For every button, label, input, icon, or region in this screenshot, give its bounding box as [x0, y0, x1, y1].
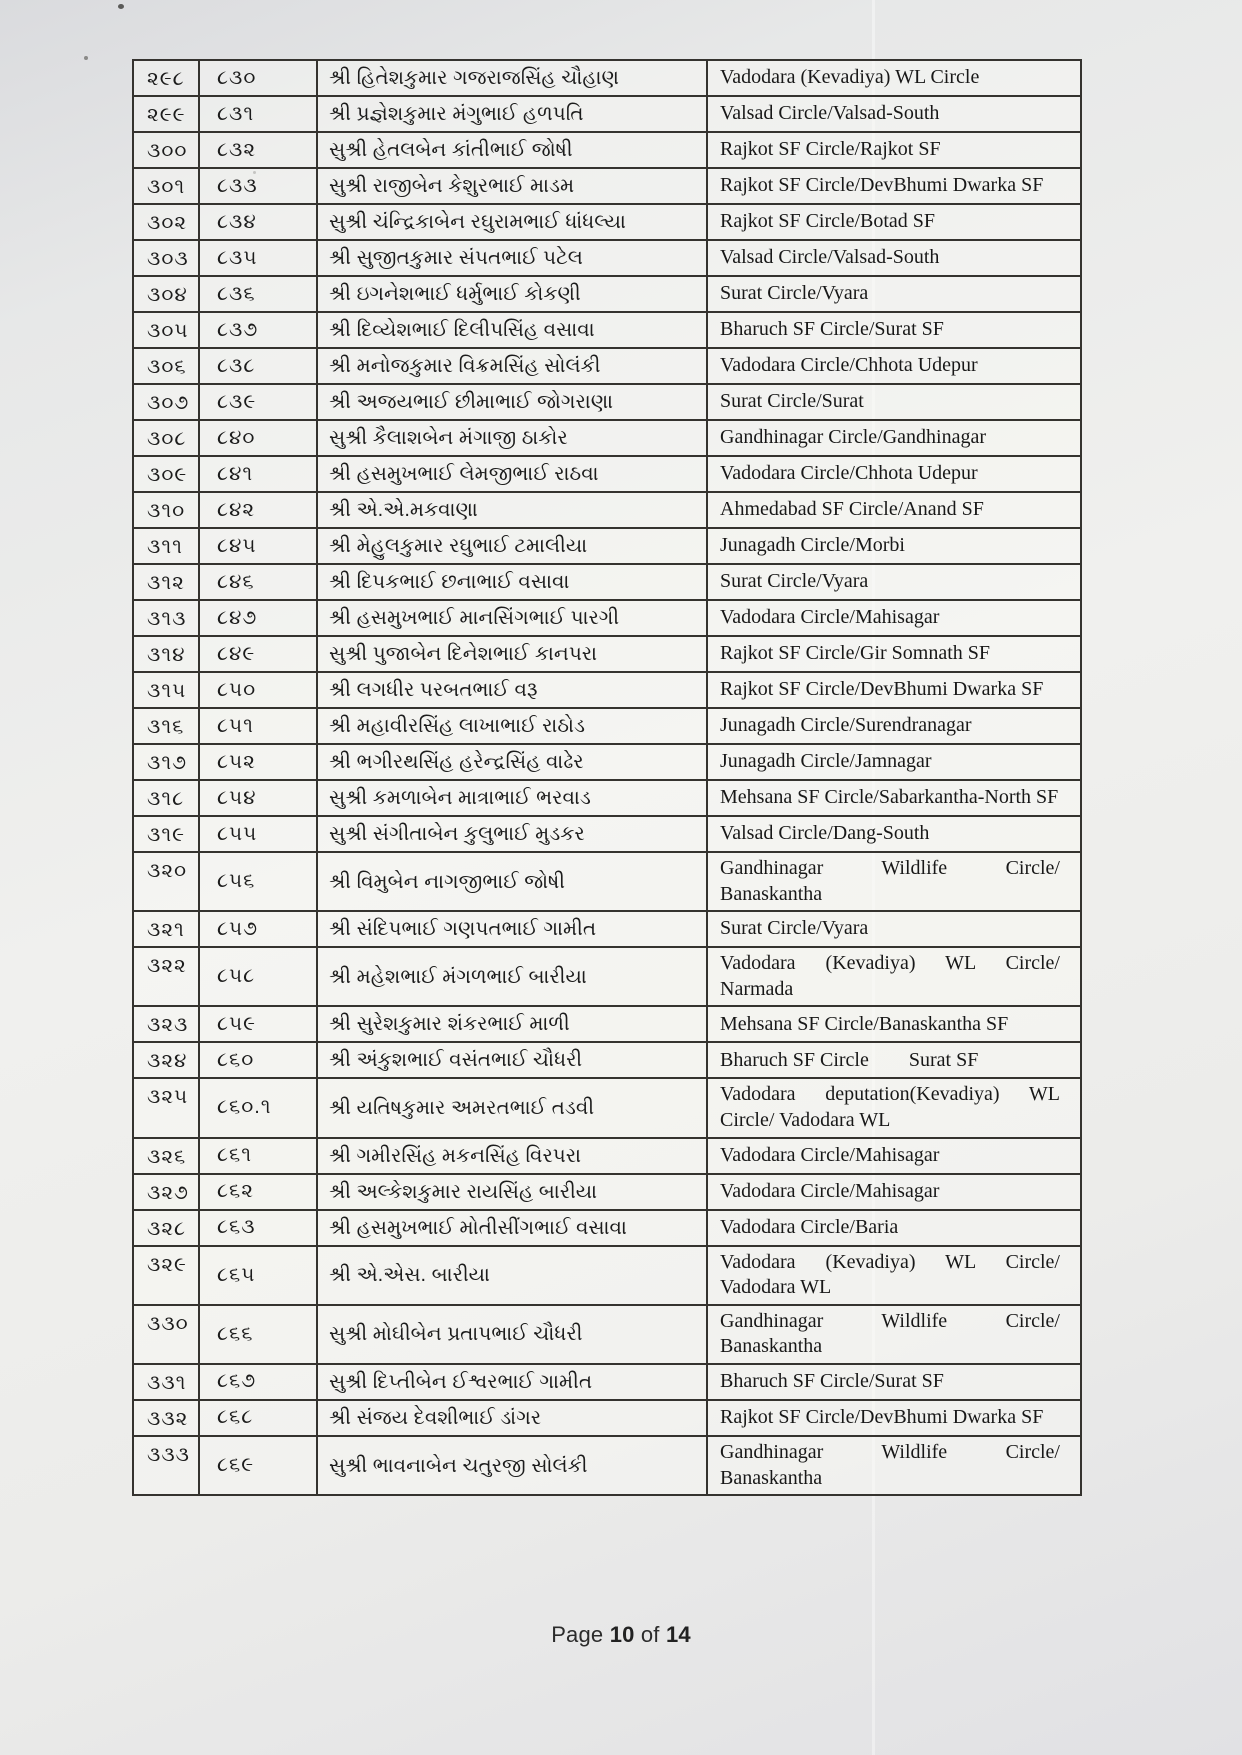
circle-posting-cell: Surat Circle/Surat — [707, 384, 1081, 420]
officer-name-cell: શ્રી હિતેશકુમાર ગજરાજસિંહ ચૌહાણ — [317, 60, 707, 96]
seniority-number-cell: ૮૩૦ — [199, 60, 317, 96]
footer-page-number: 10 — [609, 1622, 635, 1647]
circle-posting-cell: Bharuch SF Circle/Surat SF — [707, 1364, 1081, 1400]
table-body — [133, 60, 1081, 1495]
seniority-number-cell: ૮૬૯ — [199, 1436, 317, 1495]
circle-posting-cell: Rajkot SF Circle/DevBhumi Dwarka SF — [707, 672, 1081, 708]
table-row — [133, 1364, 1081, 1400]
circle-posting-cell: Vadodara Circle/Chhota Udepur — [707, 348, 1081, 384]
officer-name-cell: શ્રી મેહુલકુમાર રઘુભાઈ ટમાલીયા — [317, 528, 707, 564]
serial-number-cell: ૩૩૩ — [133, 1436, 199, 1495]
serial-number-cell: ૩૦૮ — [133, 420, 199, 456]
circle-posting-cell: Mehsana SF Circle/Sabarkantha-North SF — [707, 780, 1081, 816]
seniority-number-cell: ૮૬૨ — [199, 1174, 317, 1210]
seniority-number-cell: ૮૩૬ — [199, 276, 317, 312]
officer-name-cell: શ્રી સુજીતકુમાર સંપતભાઈ પટેલ — [317, 240, 707, 276]
circle-posting-cell: Vadodara Circle/Baria — [707, 1210, 1081, 1246]
serial-number-cell: ૩૦૧ — [133, 168, 199, 204]
serial-number-cell: ૩૦૬ — [133, 348, 199, 384]
table-row — [133, 96, 1081, 132]
circle-posting-cell: Surat Circle/Vyara — [707, 911, 1081, 947]
circle-posting-cell: Bharuch SF Circle/Surat SF — [707, 312, 1081, 348]
table-row — [133, 168, 1081, 204]
footer-label-page: Page — [551, 1622, 604, 1647]
serial-number-cell: ૩૩૦ — [133, 1305, 199, 1364]
serial-number-cell: ૩૨૫ — [133, 1078, 199, 1137]
table-row — [133, 312, 1081, 348]
officer-name-cell: શ્રી સુરેશકુમાર શંકરભાઈ માળી — [317, 1006, 707, 1042]
seniority-number-cell: ૮૩૨ — [199, 132, 317, 168]
circle-posting-cell: Surat Circle/Vyara — [707, 276, 1081, 312]
seniority-number-cell: ૮૬૦ — [199, 1042, 317, 1078]
table-row — [133, 60, 1081, 96]
seniority-number-cell: ૮૫૫ — [199, 816, 317, 852]
officer-name-cell: શ્રી હસમુખભાઈ મોતીસીંગભાઈ વસાવા — [317, 1210, 707, 1246]
serial-number-cell: ૩૨૮ — [133, 1210, 199, 1246]
seniority-number-cell: ૮૫૮ — [199, 947, 317, 1006]
table-row — [133, 852, 1081, 911]
officer-name-cell: સુશ્રી ચંન્દ્રિકાબેન રઘુરામભાઈ ધાંધલ્યા — [317, 204, 707, 240]
officer-name-cell: સુશ્રી દિપ્તીબેન ઈશ્વરભાઈ ગામીત — [317, 1364, 707, 1400]
table-row — [133, 1138, 1081, 1174]
seniority-number-cell: ૮૬૫ — [199, 1246, 317, 1305]
serial-number-cell: ૩૨૪ — [133, 1042, 199, 1078]
officer-name-cell: શ્રી મહાવીરસિંહ લાખાભાઈ રાઠોડ — [317, 708, 707, 744]
seniority-number-cell: ૮૩૧ — [199, 96, 317, 132]
officer-name-cell: શ્રી ગમીરસિંહ મકનસિંહ વિરપરા — [317, 1138, 707, 1174]
table-row — [133, 1436, 1081, 1495]
table-row — [133, 816, 1081, 852]
officer-name-cell: સુશ્રી મોઘીબેન પ્રતાપભાઈ ચૌધરી — [317, 1305, 707, 1364]
table-row — [133, 276, 1081, 312]
officer-name-cell: શ્રી હસમુખભાઈ માનસિંગભાઈ પારગી — [317, 600, 707, 636]
serial-number-cell: ૩૨૧ — [133, 911, 199, 947]
seniority-number-cell: ૮૫૯ — [199, 1006, 317, 1042]
serial-number-cell: ૩૩૨ — [133, 1400, 199, 1436]
table-row — [133, 1042, 1081, 1078]
table-row — [133, 1210, 1081, 1246]
officer-name-cell: શ્રી દિપકભાઈ છનાભાઈ વસાવા — [317, 564, 707, 600]
circle-posting-cell: Surat Circle/Vyara — [707, 564, 1081, 600]
serial-number-cell: ૩૨૨ — [133, 947, 199, 1006]
serial-number-cell: ૩૦૭ — [133, 384, 199, 420]
seniority-number-cell: ૮૪૨ — [199, 492, 317, 528]
serial-number-cell: ૩૦૯ — [133, 456, 199, 492]
circle-posting-cell: Vadodara Circle/Mahisagar — [707, 1138, 1081, 1174]
table-row — [133, 780, 1081, 816]
serial-number-cell: ૩૩૧ — [133, 1364, 199, 1400]
table-row — [133, 492, 1081, 528]
seniority-number-cell: ૮૪૭ — [199, 600, 317, 636]
serial-number-cell: ૩૦૩ — [133, 240, 199, 276]
seniority-number-cell: ૮૪૫ — [199, 528, 317, 564]
serial-number-cell: ૩૧૮ — [133, 780, 199, 816]
seniority-number-cell: ૮૬૬ — [199, 1305, 317, 1364]
serial-number-cell: ૩૧૯ — [133, 816, 199, 852]
circle-posting-cell: Vadodara Circle/Mahisagar — [707, 600, 1081, 636]
circle-posting-cell: Gandhinagar Wildlife Circle/ Banaskantha — [707, 1436, 1081, 1495]
seniority-number-cell: ૮૩૯ — [199, 384, 317, 420]
circle-posting-cell: Mehsana SF Circle/Banaskantha SF — [707, 1006, 1081, 1042]
table-row — [133, 911, 1081, 947]
seniority-number-cell: ૮૫૦ — [199, 672, 317, 708]
table-row — [133, 744, 1081, 780]
serial-number-cell: ૨૯૯ — [133, 96, 199, 132]
serial-number-cell: ૩૨૩ — [133, 1006, 199, 1042]
table-row — [133, 1006, 1081, 1042]
table-row — [133, 947, 1081, 1006]
circle-posting-cell: Junagadh Circle/Jamnagar — [707, 744, 1081, 780]
serial-number-cell: ૩૧૧ — [133, 528, 199, 564]
seniority-number-cell: ૮૬૭ — [199, 1364, 317, 1400]
table-row — [133, 600, 1081, 636]
scan-speck — [118, 4, 124, 9]
circle-posting-cell: Valsad Circle/Valsad-South — [707, 240, 1081, 276]
seniority-number-cell: ૮૫૧ — [199, 708, 317, 744]
table-row — [133, 204, 1081, 240]
circle-posting-cell: Gandhinagar Wildlife Circle/ Banaskantha — [707, 1305, 1081, 1364]
table-row — [133, 1400, 1081, 1436]
serial-number-cell: ૩૦૪ — [133, 276, 199, 312]
table-row — [133, 1174, 1081, 1210]
officer-name-cell: શ્રી સંદિપભાઈ ગણપતભાઈ ગામીત — [317, 911, 707, 947]
serial-number-cell: ૩૨૭ — [133, 1174, 199, 1210]
circle-posting-cell: Rajkot SF Circle/DevBhumi Dwarka SF — [707, 1400, 1081, 1436]
table-row — [133, 672, 1081, 708]
serial-number-cell: ૩૨૦ — [133, 852, 199, 911]
circle-posting-cell: Rajkot SF Circle/Gir Somnath SF — [707, 636, 1081, 672]
serial-number-cell: ૩૧૫ — [133, 672, 199, 708]
seniority-number-cell: ૮૬૩ — [199, 1210, 317, 1246]
circle-posting-cell: Vadodara Circle/Chhota Udepur — [707, 456, 1081, 492]
table-row — [133, 456, 1081, 492]
seniority-number-cell: ૮૪૯ — [199, 636, 317, 672]
serial-number-cell: ૩૧૦ — [133, 492, 199, 528]
officer-name-cell: શ્રી મનોજકુમાર વિક્રમસિંહ સોલંકી — [317, 348, 707, 384]
serial-number-cell: ૩૦૫ — [133, 312, 199, 348]
officer-name-cell: શ્રી લગધીર પરબતભાઈ વરૂ — [317, 672, 707, 708]
serial-number-cell: ૩૦૦ — [133, 132, 199, 168]
officer-name-cell: સુશ્રી રાજીબેન કેશુરભાઈ માડમ — [317, 168, 707, 204]
officer-name-cell: શ્રી ઇગનેશભાઈ ધર્મુભાઈ કોકણી — [317, 276, 707, 312]
officer-name-cell: શ્રી એ.એસ. બારીયા — [317, 1246, 707, 1305]
seniority-number-cell: ૮૩૪ — [199, 204, 317, 240]
circle-posting-cell: Vadodara (Kevadiya) WL Circle/ Vadodara WL — [707, 1246, 1081, 1305]
seniority-number-cell: ૮૫૭ — [199, 911, 317, 947]
circle-posting-cell: Rajkot SF Circle/DevBhumi Dwarka SF — [707, 168, 1081, 204]
circle-posting-cell: Valsad Circle/Dang-South — [707, 816, 1081, 852]
officer-name-cell: શ્રી યતિષકુમાર અમરતભાઈ તડવી — [317, 1078, 707, 1137]
officer-name-cell: શ્રી સંજય દેવશીભાઈ ડાંગર — [317, 1400, 707, 1436]
table-row — [133, 708, 1081, 744]
officer-name-cell: શ્રી હસમુખભાઈ લેમજીભાઈ રાઠવા — [317, 456, 707, 492]
table-row — [133, 1305, 1081, 1364]
table-row — [133, 420, 1081, 456]
serial-number-cell: ૩૨૯ — [133, 1246, 199, 1305]
officer-name-cell: શ્રી મહેશભાઈ મંગળભાઈ બારીયા — [317, 947, 707, 1006]
seniority-number-cell: ૮૩૩ — [199, 168, 317, 204]
seniority-number-cell: ૮૩૫ — [199, 240, 317, 276]
officer-name-cell: સુશ્રી સંગીતાબેન કુલુભાઈ મુડકર — [317, 816, 707, 852]
serial-number-cell: ૩૧૨ — [133, 564, 199, 600]
serial-number-cell: ૩૦૨ — [133, 204, 199, 240]
seniority-number-cell: ૮૫૨ — [199, 744, 317, 780]
officer-name-cell: શ્રી પ્રજ્ઞેશકુમાર મંગુભાઈ હળપતિ — [317, 96, 707, 132]
seniority-number-cell: ૮૩૭ — [199, 312, 317, 348]
serial-number-cell: ૩૧૭ — [133, 744, 199, 780]
officer-name-cell: શ્રી અલ્કેશકુમાર રાયસિંહ બારીયા — [317, 1174, 707, 1210]
scan-speck — [84, 56, 88, 60]
footer-page-total: 14 — [665, 1622, 691, 1647]
circle-posting-cell: Vadodara deputation(Kevadiya) WL Circle/ Vadodara WL — [707, 1078, 1081, 1137]
officer-name-cell: સુશ્રી કૈલાશબેન મંગાજી ઠાકોર — [317, 420, 707, 456]
table-row — [133, 564, 1081, 600]
officer-posting-table — [132, 59, 1082, 1496]
circle-posting-cell: Ahmedabad SF Circle/Anand SF — [707, 492, 1081, 528]
circle-posting-cell: Rajkot SF Circle/Rajkot SF — [707, 132, 1081, 168]
officer-name-cell: શ્રી એ.એ.મકવાણા — [317, 492, 707, 528]
seniority-number-cell: ૮૬૮ — [199, 1400, 317, 1436]
officer-name-cell: સુશ્રી કમળાબેન માત્રાભાઈ ભરવાડ — [317, 780, 707, 816]
seniority-number-cell: ૮૬૦.૧ — [199, 1078, 317, 1137]
seniority-number-cell: ૮૪૧ — [199, 456, 317, 492]
circle-posting-cell: Vadodara (Kevadiya) WL Circle/ Narmada — [707, 947, 1081, 1006]
serial-number-cell: ૩૧૩ — [133, 600, 199, 636]
circle-posting-cell: Vadodara Circle/Mahisagar — [707, 1174, 1081, 1210]
circle-posting-cell: Rajkot SF Circle/Botad SF — [707, 204, 1081, 240]
table-row — [133, 636, 1081, 672]
officer-name-cell: સુશ્રી ભાવનાબેન ચતુરજી સોલંકી — [317, 1436, 707, 1495]
officer-name-cell: સુશ્રી હેતલબેન કાંતીભાઈ જોષી — [317, 132, 707, 168]
table-row — [133, 1078, 1081, 1137]
table-row — [133, 240, 1081, 276]
seniority-number-cell: ૮૫૬ — [199, 852, 317, 911]
circle-posting-cell: Junagadh Circle/Morbi — [707, 528, 1081, 564]
seniority-number-cell: ૮૬૧ — [199, 1138, 317, 1174]
table-row — [133, 132, 1081, 168]
serial-number-cell: ૩૨૬ — [133, 1138, 199, 1174]
officer-name-cell: શ્રી વિમુબેન નાગજીભાઈ જોષી — [317, 852, 707, 911]
circle-posting-cell: Junagadh Circle/Surendranagar — [707, 708, 1081, 744]
officer-name-cell: શ્રી અંકુશભાઈ વસંતભાઈ ચૌધરી — [317, 1042, 707, 1078]
serial-number-cell: ૨૯૮ — [133, 60, 199, 96]
seniority-number-cell: ૮૩૮ — [199, 348, 317, 384]
officer-name-cell: શ્રી ભગીરથસિંહ હરેન્દ્રસિંહ વાઢેર — [317, 744, 707, 780]
page-footer — [0, 1622, 1242, 1648]
seniority-number-cell: ૮૪૦ — [199, 420, 317, 456]
circle-posting-cell: Valsad Circle/Valsad-South — [707, 96, 1081, 132]
serial-number-cell: ૩૧૪ — [133, 636, 199, 672]
circle-posting-cell: Gandhinagar Circle/Gandhinagar — [707, 420, 1081, 456]
circle-posting-cell: Vadodara (Kevadiya) WL Circle — [707, 60, 1081, 96]
circle-posting-cell: Bharuch SF Circle Surat SF — [707, 1042, 1081, 1078]
table-row — [133, 528, 1081, 564]
officer-name-cell: શ્રી અજયભાઈ છીમાભાઈ જોગરાણા — [317, 384, 707, 420]
seniority-number-cell: ૮૪૬ — [199, 564, 317, 600]
table-row — [133, 1246, 1081, 1305]
officer-name-cell: સુશ્રી પુજાબેન દિનેશભાઈ કાનપરા — [317, 636, 707, 672]
serial-number-cell: ૩૧૬ — [133, 708, 199, 744]
officer-name-cell: શ્રી દિવ્યેશભાઈ દિલીપસિંહ વસાવા — [317, 312, 707, 348]
seniority-number-cell: ૮૫૪ — [199, 780, 317, 816]
table-row — [133, 384, 1081, 420]
table-row — [133, 348, 1081, 384]
circle-posting-cell: Gandhinagar Wildlife Circle/ Banaskantha — [707, 852, 1081, 911]
footer-label-of: of — [640, 1622, 660, 1647]
